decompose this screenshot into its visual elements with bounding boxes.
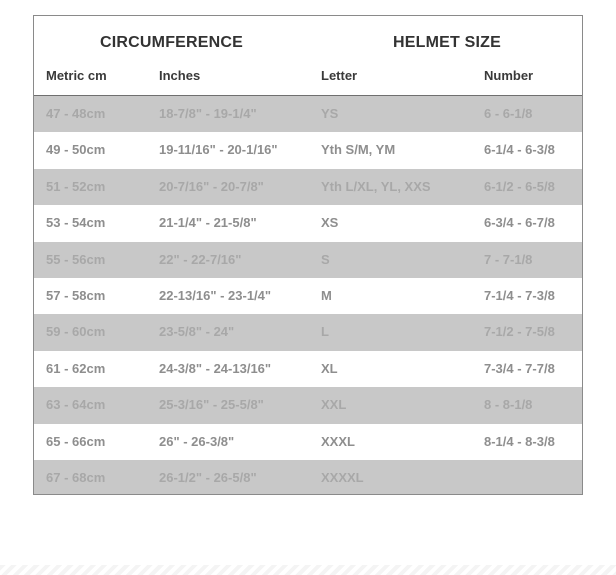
table-row — [34, 314, 582, 350]
cell-number: 7-1/2 - 7-5/8 — [484, 324, 555, 340]
column-header-metric: Metric cm — [46, 68, 107, 83]
cell-number: 6-1/4 - 6-3/8 — [484, 142, 555, 158]
cell-metric: 59 - 60cm — [46, 324, 106, 340]
cell-metric: 63 - 64cm — [46, 397, 106, 413]
table-row — [34, 132, 582, 168]
table-row — [34, 460, 582, 495]
cell-number: 6-3/4 - 6-7/8 — [484, 215, 555, 231]
cell-metric: 51 - 52cm — [46, 178, 106, 194]
cell-metric: 57 - 58cm — [46, 287, 106, 303]
cell-metric: 67 - 68cm — [46, 469, 106, 485]
cell-inches: 26" - 26-3/8" — [159, 433, 235, 449]
cell-inches: 20-7/16" - 20-7/8" — [159, 178, 264, 194]
bottom-stripe-decoration — [0, 565, 616, 575]
cell-inches: 22-13/16" - 23-1/4" — [159, 287, 272, 303]
table-row — [34, 242, 582, 278]
cell-inches: 25-3/16" - 25-5/8" — [159, 397, 264, 413]
table-row — [34, 96, 582, 132]
cell-letter: XL — [321, 360, 338, 376]
cell-letter: L — [321, 324, 329, 340]
helmet-size-title: HELMET SIZE — [393, 34, 501, 51]
cell-inches: 24-3/8" - 24-13/16" — [159, 360, 272, 376]
cell-inches: 18-7/8" - 19-1/4" — [159, 106, 257, 121]
cell-number: 6-1/2 - 6-5/8 — [484, 178, 555, 194]
column-header-letter: Letter — [321, 68, 358, 83]
table-row — [34, 278, 582, 314]
column-header-inches: Inches — [159, 68, 201, 83]
cell-metric: 47 - 48cm — [46, 106, 106, 121]
cell-letter: S — [321, 251, 330, 267]
cell-number: 7 - 7-1/8 — [484, 251, 533, 267]
cell-metric: 61 - 62cm — [46, 360, 106, 376]
table-body — [34, 96, 582, 495]
helmet-size-chart — [33, 15, 583, 495]
column-header-number: Number — [484, 68, 534, 83]
cell-letter: Yth S/M, YM — [321, 142, 396, 158]
cell-number: 6 - 6-1/8 — [484, 106, 533, 121]
table-row — [34, 169, 582, 205]
cell-letter: M — [321, 287, 332, 303]
cell-inches: 26-1/2" - 26-5/8" — [159, 469, 257, 485]
cell-letter: XS — [321, 215, 339, 231]
cell-number: 8-1/4 - 8-3/8 — [484, 433, 555, 449]
cell-inches: 19-11/16" - 20-1/16" — [159, 142, 278, 158]
table-header — [34, 16, 582, 96]
cell-metric: 65 - 66cm — [46, 433, 106, 449]
circumference-title: CIRCUMFERENCE — [100, 34, 244, 51]
cell-letter: YS — [321, 106, 339, 121]
cell-metric: 53 - 54cm — [46, 215, 106, 231]
cell-metric: 55 - 56cm — [46, 251, 106, 267]
cell-number: 8 - 8-1/8 — [484, 397, 533, 413]
cell-number: 7-1/4 - 7-3/8 — [484, 287, 555, 303]
table-row — [34, 424, 582, 460]
cell-letter: XXXXL — [321, 469, 364, 485]
table-row — [34, 351, 582, 387]
cell-inches: 22" - 22-7/16" — [159, 251, 242, 267]
cell-letter: Yth L/XL, YL, XXS — [321, 178, 431, 194]
table-row — [34, 387, 582, 423]
cell-letter: XXL — [321, 397, 347, 413]
cell-metric: 49 - 50cm — [46, 142, 106, 158]
table-row — [34, 205, 582, 241]
cell-inches: 21-1/4" - 21-5/8" — [159, 215, 257, 231]
cell-inches: 23-5/8" - 24" — [159, 324, 235, 340]
cell-number: 7-3/4 - 7-7/8 — [484, 360, 555, 376]
cell-letter: XXXL — [321, 433, 355, 449]
